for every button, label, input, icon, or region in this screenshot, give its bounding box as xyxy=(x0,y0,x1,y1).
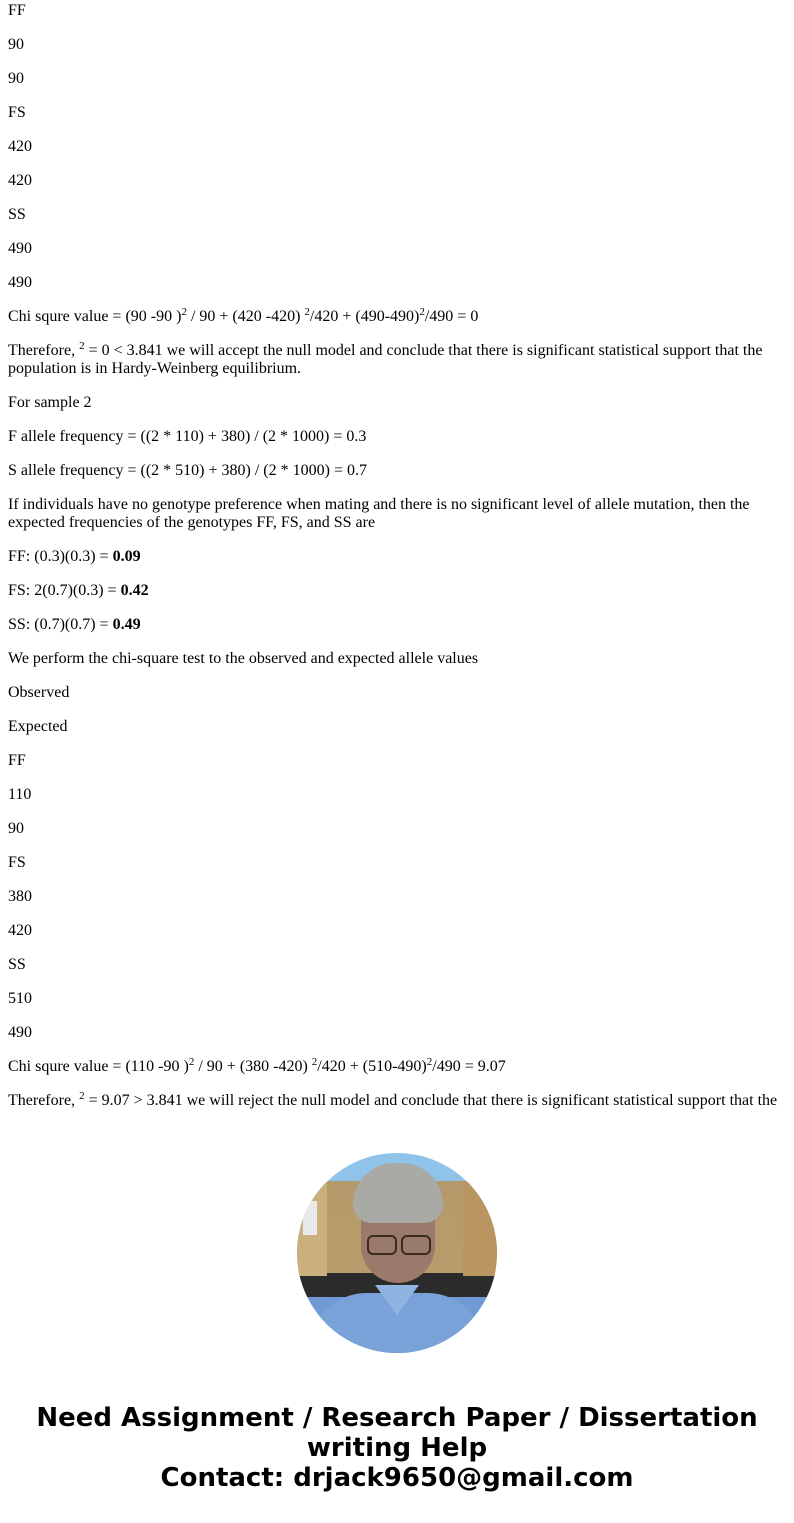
observed-ff-2: 110 xyxy=(8,786,32,803)
chi-square-sample1: Chi squre value = (90 -90 )$^2$ / 90 + (420 -420) $^2/420 + (490-490)^2/490 = 0$ xyxy=(8,306,479,325)
sample2-heading: For sample 2 xyxy=(8,394,92,411)
f-allele-frequency: F allele frequency = ((2 * 110) + 380) / (2 * 1000) = 0.3 xyxy=(8,428,367,445)
expected-ss: 490 xyxy=(8,274,32,291)
chi-test-intro: We perform the chi-square test to the observed and expected allele values xyxy=(8,650,479,667)
promo-line-2: writing Help xyxy=(306,1433,488,1463)
document-body xyxy=(8,0,786,1124)
expected-intro: If individuals have no genotype preference when mating and there is no significant level of allele mutation, then the expected frequencies of the genotypes FF, FS, and SS are xyxy=(8,496,750,531)
expected-fs: 420 xyxy=(8,172,32,189)
promo-line-1: Need Assignment / Research Paper / Dissertation xyxy=(36,1403,758,1433)
expected-fs-2: 420 xyxy=(8,922,32,939)
freq-ff: FF: (0.3)(0.3) = 0.09 xyxy=(8,548,141,565)
observed-ss-2: 510 xyxy=(8,990,32,1007)
conclusion-sample1: Therefore, $^2$ = 0 < 3.841 we will accept the null model and conclude that there is significant statistical support that the population is in Hardy-Weinberg equilibrium. xyxy=(8,340,763,377)
genotype-ss-2: SS xyxy=(8,956,26,973)
expected-ff-2: 90 xyxy=(8,820,24,837)
observed-fs-2: 380 xyxy=(8,888,32,905)
chi-square-sample2: Chi squre value = (110 -90 )$^2$ / 90 + (380 -420) $^2/420 + (510-490)^2/490 = 9.07$ xyxy=(8,1056,506,1075)
genotype-fs: FS xyxy=(8,104,26,121)
observed-fs: 420 xyxy=(8,138,32,155)
promo-contact: Contact: drjack9650@gmail.com xyxy=(160,1463,634,1493)
genotype-fs-2: FS xyxy=(8,854,26,871)
freq-ss: SS: (0.7)(0.7) = 0.49 xyxy=(8,616,141,633)
author-avatar xyxy=(297,1153,497,1353)
expected-ff: 90 xyxy=(8,70,24,87)
genotype-ss: SS xyxy=(8,206,26,223)
s-allele-frequency: S allele frequency = ((2 * 510) + 380) / (2 * 1000) = 0.7 xyxy=(8,462,367,479)
observed-ff: 90 xyxy=(8,36,24,53)
observed-ss: 490 xyxy=(8,240,32,257)
header-expected: Expected xyxy=(8,718,68,735)
freq-fs: FS: 2(0.7)(0.3) = 0.42 xyxy=(8,582,149,599)
genotype-ff: FF xyxy=(8,2,26,19)
expected-ss-2: 490 xyxy=(8,1024,32,1041)
genotype-ff-2: FF xyxy=(8,752,26,769)
conclusion-sample2: Therefore, $^2$ = 9.07 > 3.841 we will reject the null model and conclude that there is significant statistical support that the xyxy=(8,1090,778,1109)
header-observed: Observed xyxy=(8,684,70,701)
promo-banner xyxy=(0,1403,794,1493)
